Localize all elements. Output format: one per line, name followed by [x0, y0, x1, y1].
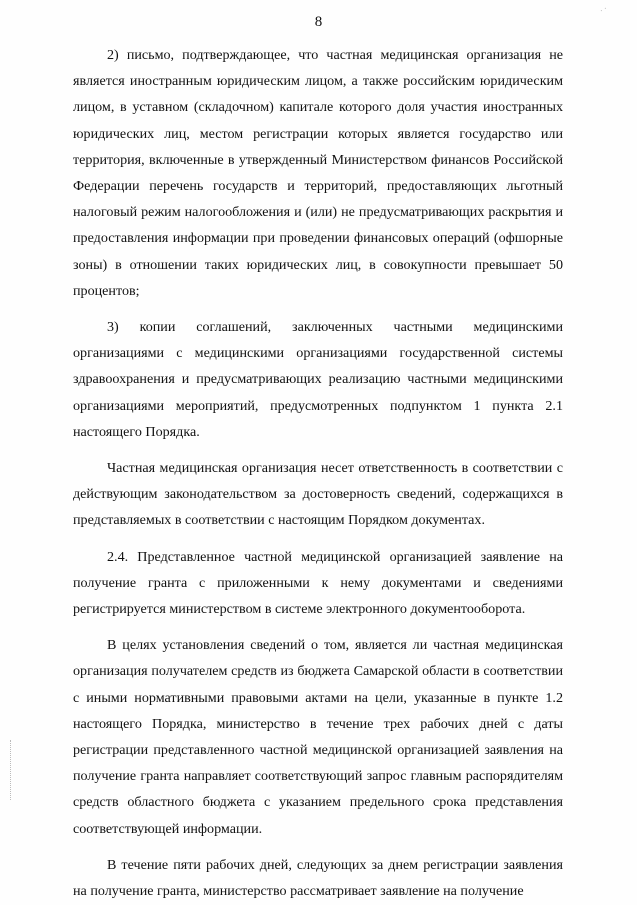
document-body [73, 42, 563, 914]
page-number: 8 [314, 14, 323, 30]
paragraph: В течение пяти рабочих дней, следующих за днем регистрации заявления на получение гранта, министерство рассматривает заявление на получение [73, 856, 563, 900]
paragraph: 2) письмо, подтверждающее, что частная медицинская организация не является иностранным юридическим лицом, а также российским юридическим лицом, в уставном (складочном) капитале которого доля участия иностранных юридических лиц, местом регистрации которых является государство или территория, включенные в утвержденный Министерством финансов Российской Федерации перечень государств и территорий, предоставляющих льготный налоговый режим налогообложения и (или) не предусматривающих раскрытия и предоставления информации при проведении финансовых операций (офшорные зоны) в отношении таких юридических лиц, в совокупности превышает 50 процентов; [73, 47, 563, 299]
scan-artifact: · · [597, 3, 609, 16]
paragraph: 3) копии соглашений, заключенных частными медицинскими организациями с медицинскими организациями государственной системы здравоохранения и предусматривающих реализацию частными медицинскими организациями мероприятий, предусмотренных подпунктом 1 пункта 2.1 настоящего Порядка. [73, 319, 563, 440]
paragraph: 2.4. Представленное частной медицинской организацией заявление на получение гранта с приложенными к нему документами и сведениями регистрируется министерством в системе электронного документооборота. [73, 548, 563, 618]
scan-artifact [10, 740, 13, 800]
paragraph: В целях установления сведений о том, является ли частная медицинская организация получателем средств из бюджета Самарской области в соответствии с иными нормативными правовыми актами на цели, указанные в пункте 1.2 настоящего Порядка, министерство в течение трех рабочих дней с даты регистрации представленного частной медицинской организацией заявления на получение гранта направляет соответствующий запрос главным распорядителям средств областного бюджета с указанием предельного срока представления соответствующей информации. [73, 637, 563, 837]
paragraph: Частная медицинская организация несет ответственность в соответствии с действующим законодательством за достоверность сведений, содержащихся в представляемых в соответствии с настоящим Порядком документах. [73, 460, 563, 529]
